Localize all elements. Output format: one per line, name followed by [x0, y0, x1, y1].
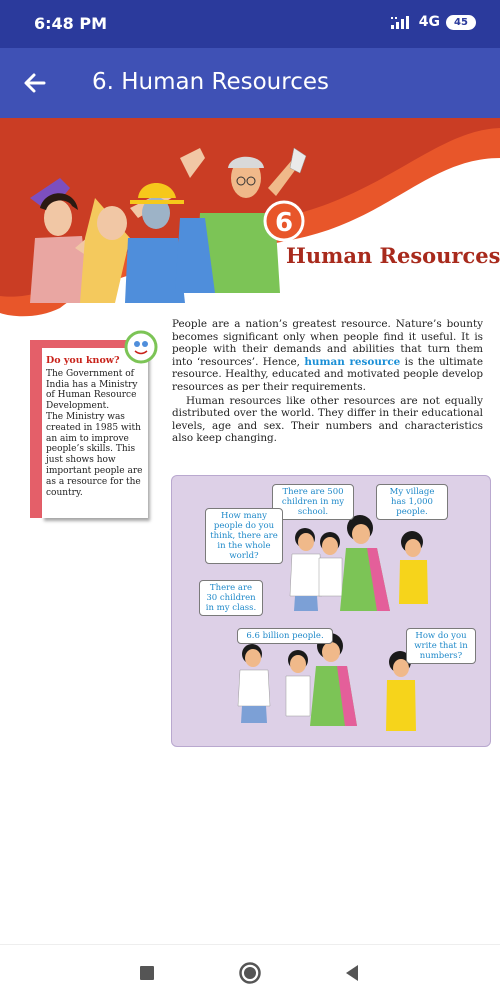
do-you-know-text: The Government of India has a Ministry of Human Resource Development. The Ministry was created in 1985 with an aim to improve people’s skills. This just shows how important people are as a resource for the country. [46, 368, 143, 498]
do-you-know-title: Do you know? [46, 355, 120, 366]
battery-level: 45 [454, 16, 468, 28]
status-bar [0, 0, 500, 48]
speech-bubble-school: There are 500 children in my school. [272, 484, 354, 520]
status-indicators [391, 14, 476, 30]
do-you-know-box [30, 340, 148, 518]
recent-apps-icon[interactable] [135, 961, 159, 985]
chapter-title: Human Resources [286, 243, 500, 268]
intro-paragraph-2: Human resources like other resources are not equally distributed over the world. They differ in their educational levels, age and sex. Their numbers and characteristics also keep changing. [172, 394, 483, 445]
intro-paragraph-1-end: is the ultimate resource. Healthy, educated and motivated people develop resources as per their requirements. [172, 355, 484, 393]
intro-paragraph-1-start: People are a nation’s greatest resource. Nature’s bounty becomes significant only when people find it useful. It is people with their demands and abilities that turn them into ‘resources’. Hence, [172, 318, 483, 368]
keyword-human-resource: human resource [304, 355, 401, 368]
app-bar [0, 48, 500, 118]
arrow-left-icon[interactable] [20, 68, 50, 98]
do-you-know-card [42, 348, 148, 518]
speech-bubble-numbers: How do you write that in numbers? [406, 628, 476, 664]
page-title: 6. Human Resources [92, 69, 329, 95]
system-nav-bar [0, 944, 500, 1000]
chapter-content[interactable] [0, 118, 500, 944]
intro-paragraph-1 [172, 318, 483, 394]
signal-icon [391, 15, 413, 29]
back-icon[interactable] [340, 961, 364, 985]
children-illustration [171, 475, 491, 747]
chapter-banner [0, 118, 500, 318]
chapter-number: 6 [274, 208, 294, 238]
speech-bubble-billion: 6.6 billion people. [237, 628, 333, 644]
battery-icon [446, 15, 476, 30]
home-icon[interactable] [238, 961, 262, 985]
speech-bubble-village: My village has 1,000 people. [376, 484, 448, 520]
speech-bubble-world: How many people do you think, there are in the whole world? [205, 508, 283, 564]
status-time: 6:48 PM [34, 14, 108, 33]
intro-text [172, 318, 483, 446]
speech-bubble-class: There are 30 children in my class. [199, 580, 263, 616]
mascot-icon [124, 330, 158, 364]
network-type: 4G [418, 14, 440, 30]
